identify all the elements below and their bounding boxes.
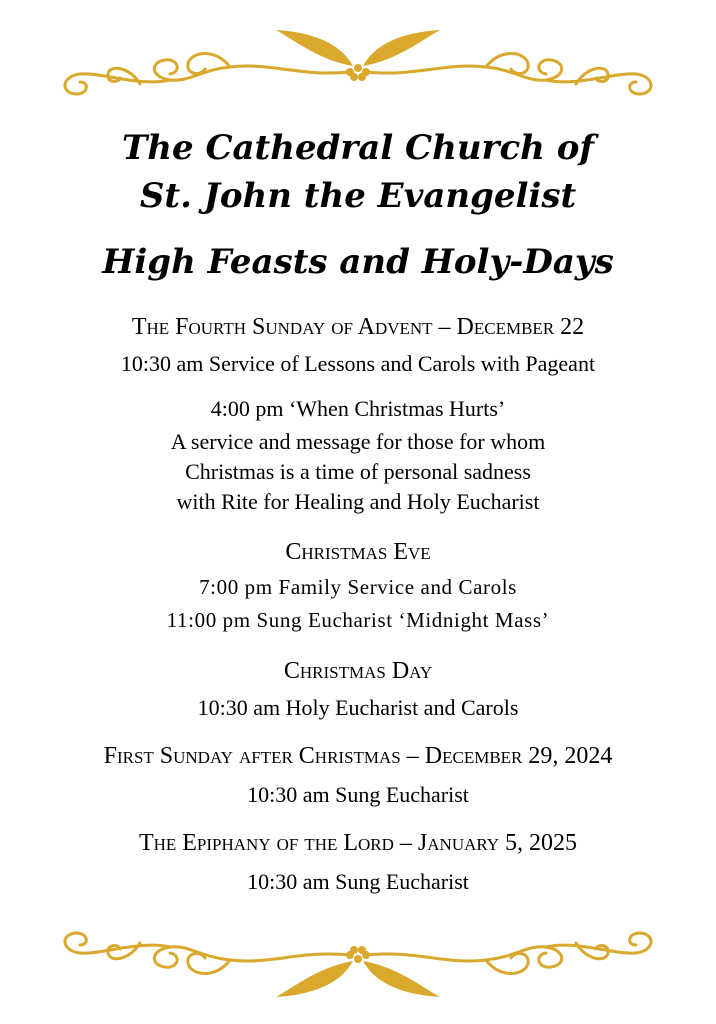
bottom-flourish-ornament	[50, 925, 666, 1005]
section-heading-christmas-day: Christmas Day	[283, 658, 433, 684]
section-heading-epiphany: The Epiphany of the Lord – January 5, 2025	[138, 830, 578, 856]
event-description-line: A service and message for those for whom	[170, 429, 546, 454]
event-line: 11:00 pm Sung Eucharist ‘Midnight Mass’	[166, 608, 550, 632]
event-line: 7:00 pm Family Service and Carols	[199, 575, 517, 599]
event-line: 10:30 am Sung Eucharist	[247, 782, 469, 807]
event-description-line: Christmas is a time of personal sadness	[185, 459, 531, 484]
section-heading-advent: The Fourth Sunday of Advent – December 22	[131, 314, 585, 340]
event-description-line: with Rite for Healing and Holy Eucharist	[176, 489, 540, 514]
section-heading-christmas-eve: Christmas Eve	[285, 539, 431, 565]
church-name-line-1: The Cathedral Church of	[121, 128, 595, 168]
church-name-line-2: St. John the Evangelist	[139, 176, 577, 216]
page-subtitle: High Feasts and Holy-Days	[102, 242, 614, 282]
event-line: 4:00 pm ‘When Christmas Hurts’	[210, 396, 506, 421]
top-flourish-ornament	[50, 22, 666, 102]
section-heading-first-sunday: First Sunday after Christmas – December 29, 2024	[103, 743, 613, 769]
event-line: 10:30 am Service of Lessons and Carols with Pageant	[120, 351, 596, 376]
event-line: 10:30 am Sung Eucharist	[247, 869, 469, 894]
event-line: 10:30 am Holy Eucharist and Carols	[197, 695, 519, 720]
